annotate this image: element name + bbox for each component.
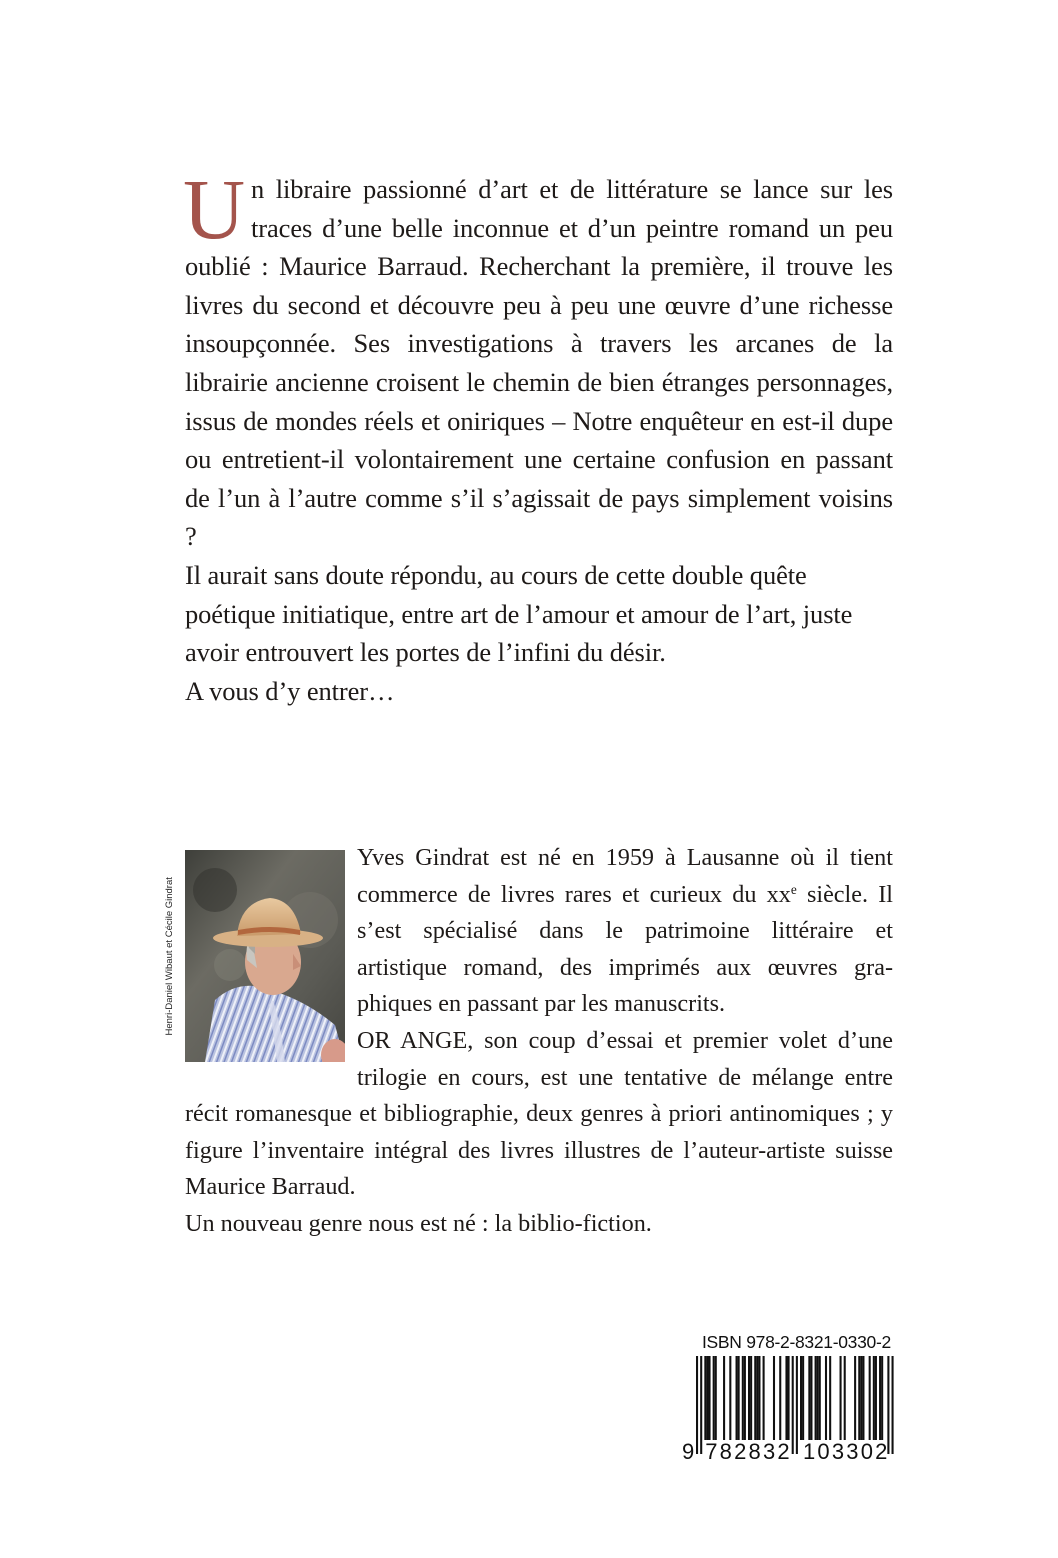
barcode-bar <box>892 1356 894 1454</box>
barcode-bar <box>700 1356 702 1454</box>
barcode-bar <box>817 1356 819 1440</box>
barcode-bar <box>738 1356 740 1440</box>
barcode-bar <box>742 1356 744 1440</box>
century-superscript: e <box>790 881 797 897</box>
blurb-paragraph-3: A vous d’y entrer… <box>185 675 395 706</box>
barcode-bar <box>744 1356 746 1440</box>
barcode-bar <box>706 1356 708 1440</box>
author-bio-paragraph-3: Un nouveau genre nous est né : la biblio-fiction. <box>185 1209 652 1237</box>
barcode-bar <box>715 1356 717 1440</box>
photo-credit <box>163 850 177 1062</box>
barcode-bar <box>800 1356 802 1440</box>
barcode-bar <box>729 1356 731 1440</box>
barcode-digits: 103302 <box>803 1439 890 1464</box>
barcode-bar <box>869 1356 871 1440</box>
barcode-bar <box>763 1356 765 1440</box>
photo-credit-text: Henri-Daniel Wibaut et Cécile Gindrat <box>163 876 175 1036</box>
barcode-bar <box>858 1356 860 1440</box>
barcode-bar <box>879 1356 881 1440</box>
barcode-bar <box>860 1356 862 1440</box>
blurb-paragraph-2: Il aurait sans doute répondu, au cours de cette double quête poétique initiatique, entre art de l’amour et amour de l’art, juste avoir entrouvert les portes de l’infini du désir. <box>185 559 853 668</box>
author-photo <box>185 850 345 1062</box>
barcode-bar <box>758 1356 760 1440</box>
barcode-bar <box>873 1356 875 1440</box>
author-portrait-illustration <box>185 850 345 1062</box>
barcode-bar <box>773 1356 775 1440</box>
barcode-bar <box>881 1356 883 1440</box>
barcode-bar <box>840 1356 842 1440</box>
barcode-bar <box>754 1356 756 1440</box>
barcode-bar <box>713 1356 715 1440</box>
author-bio-text-1b: siècle. Il s’est spécialisé dans le patrimoine littéraire et artistique romand, des imprimés aux œuvres graphiques en passant par les manuscrits. <box>357 880 893 1018</box>
barcode-bar <box>708 1356 710 1440</box>
author-bio-paragraph-2: OR ANGE, son coup d’essai et premier volet d’une trilogie en cours, est une tentative de mélange entre récit romanesque et bibliographie, deux genres à priori antinomiques ; y figure l’inventaire intégral des livres illustres de l’auteur-artiste suisse Maurice Barraud. <box>185 1026 893 1201</box>
barcode-bar <box>854 1356 856 1440</box>
ean13-barcode <box>680 1356 900 1466</box>
barcode-bar <box>792 1356 794 1454</box>
barcode-bar <box>796 1356 798 1454</box>
barcode-bar <box>844 1356 846 1440</box>
barcode-bar <box>779 1356 781 1440</box>
barcode-bar <box>875 1356 877 1440</box>
barcode-bar <box>704 1356 706 1440</box>
barcode-digits: 9 <box>682 1439 697 1464</box>
barcode-bar <box>785 1356 787 1440</box>
blurb-paragraph-1-text: n libraire passionné d’art et de littérature se lance sur les traces d’une belle inconnue et d’un peintre romand un peu oublié : Maurice Barraud. Recherchant la première, il trouve les livres du second et découvre peu à peu une œuvre d’une richesse insoupçonnée. Ses investigations à travers les arcanes de la librairie ancienne croisent le chemin de bien étranges personnages, issus de mondes réels et oniriques – Notre enquêteur en est-il dupe ou entretient-il volontairement une certaine confusion en passant de l’un à l’autre comme s’il s’agissait de pays simplement voisins ? <box>185 174 893 552</box>
barcode-digits: 782832 <box>705 1439 792 1464</box>
barcode-bar <box>829 1356 831 1440</box>
barcode-bar <box>736 1356 738 1440</box>
barcode-bar <box>810 1356 812 1440</box>
barcode-bar <box>788 1356 790 1440</box>
barcode-bar <box>815 1356 817 1440</box>
barcode-bar <box>825 1356 827 1440</box>
barcode-bar <box>748 1356 750 1440</box>
barcode-bar <box>802 1356 804 1440</box>
barcode-bar <box>723 1356 725 1440</box>
barcode-bar <box>808 1356 810 1440</box>
barcode-bar <box>756 1356 758 1440</box>
barcode-bar <box>819 1356 821 1440</box>
isbn-label: ISBN 978-2-8321-0330-2 <box>702 1332 891 1352</box>
drop-cap: U <box>183 161 246 257</box>
back-cover-blurb <box>183 161 893 710</box>
barcode-bar <box>750 1356 752 1440</box>
author-bio-text-1a: Yves Gindrat est né en 1959 à Lausanne où il tient commerce de livres rares et curieux du xx <box>357 844 893 908</box>
author-bio-section <box>163 840 893 1243</box>
author-photo-container <box>163 850 345 1062</box>
isbn-barcode-block <box>680 1332 900 1472</box>
barcode-bar <box>862 1356 864 1440</box>
blurb-paragraph-1 <box>183 161 893 556</box>
